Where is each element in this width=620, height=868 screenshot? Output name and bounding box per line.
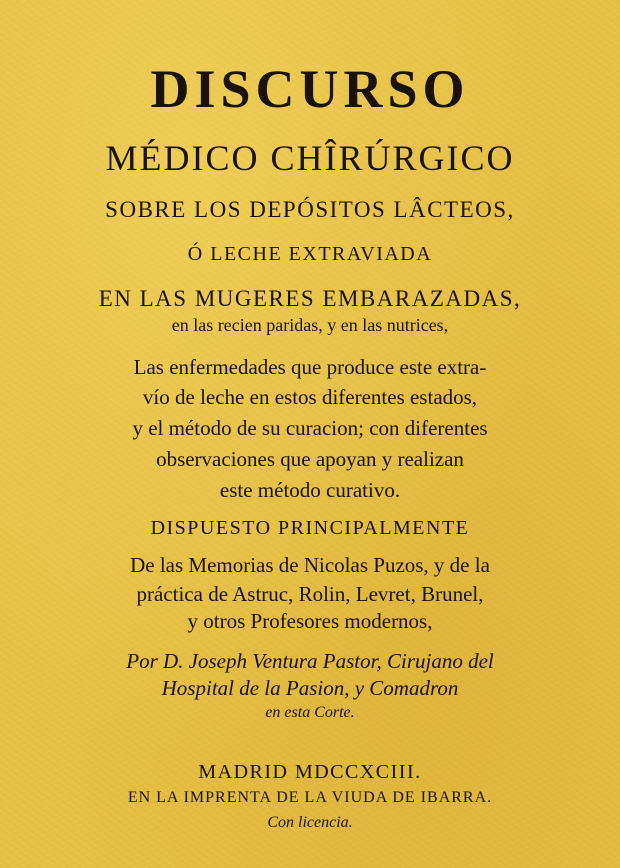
- subject-line-2: Ó LECHE EXTRAVIADA: [187, 243, 433, 265]
- imprint-place-year: MADRID MDCCXCIII.: [198, 761, 422, 783]
- subject-line-3: EN LAS MUGERES EMBARAZADAS,: [98, 286, 522, 311]
- description-line-1: Las enfermedades que produce este extra-: [133, 355, 487, 379]
- author-line-2: Hospital de la Pasion, y Comadron: [161, 676, 459, 700]
- description-line-3: y el método de su curacion; con diferentes: [132, 416, 488, 440]
- sources-line-3: y otros Profesores modernos,: [187, 609, 433, 633]
- author-line-3: en esta Corte.: [265, 704, 355, 721]
- sources-line-2: práctica de Astruc, Rolin, Levret, Brunel,: [136, 582, 484, 606]
- description-line-2: vío de leche en estos diferentes estados,: [142, 385, 478, 409]
- subject-small-line: en las recien paridas, y en las nutrices,: [171, 315, 449, 335]
- description-line-5: este método curativo.: [219, 478, 401, 502]
- book-title: DISCURSO: [150, 59, 470, 119]
- disposed-heading: DISPUESTO PRINCIPALMENTE: [150, 517, 470, 539]
- author-line-1: Por D. Joseph Ventura Pastor, Cirujano del: [126, 649, 494, 673]
- book-subtitle: MÉDICO CHÎRÚRGICO: [105, 138, 515, 178]
- imprint-license: Con licencia.: [267, 814, 353, 831]
- imprint-printer: EN LA IMPRENTA DE LA VIUDA DE IBARRA.: [127, 789, 493, 806]
- description-line-4: observaciones que apoyan y realizan: [156, 447, 464, 471]
- subject-line-1: SOBRE LOS DEPÓSITOS LÂCTEOS,: [105, 197, 515, 222]
- sources-line-1: De las Memorias de Nicolas Puzos, y de la: [130, 553, 490, 577]
